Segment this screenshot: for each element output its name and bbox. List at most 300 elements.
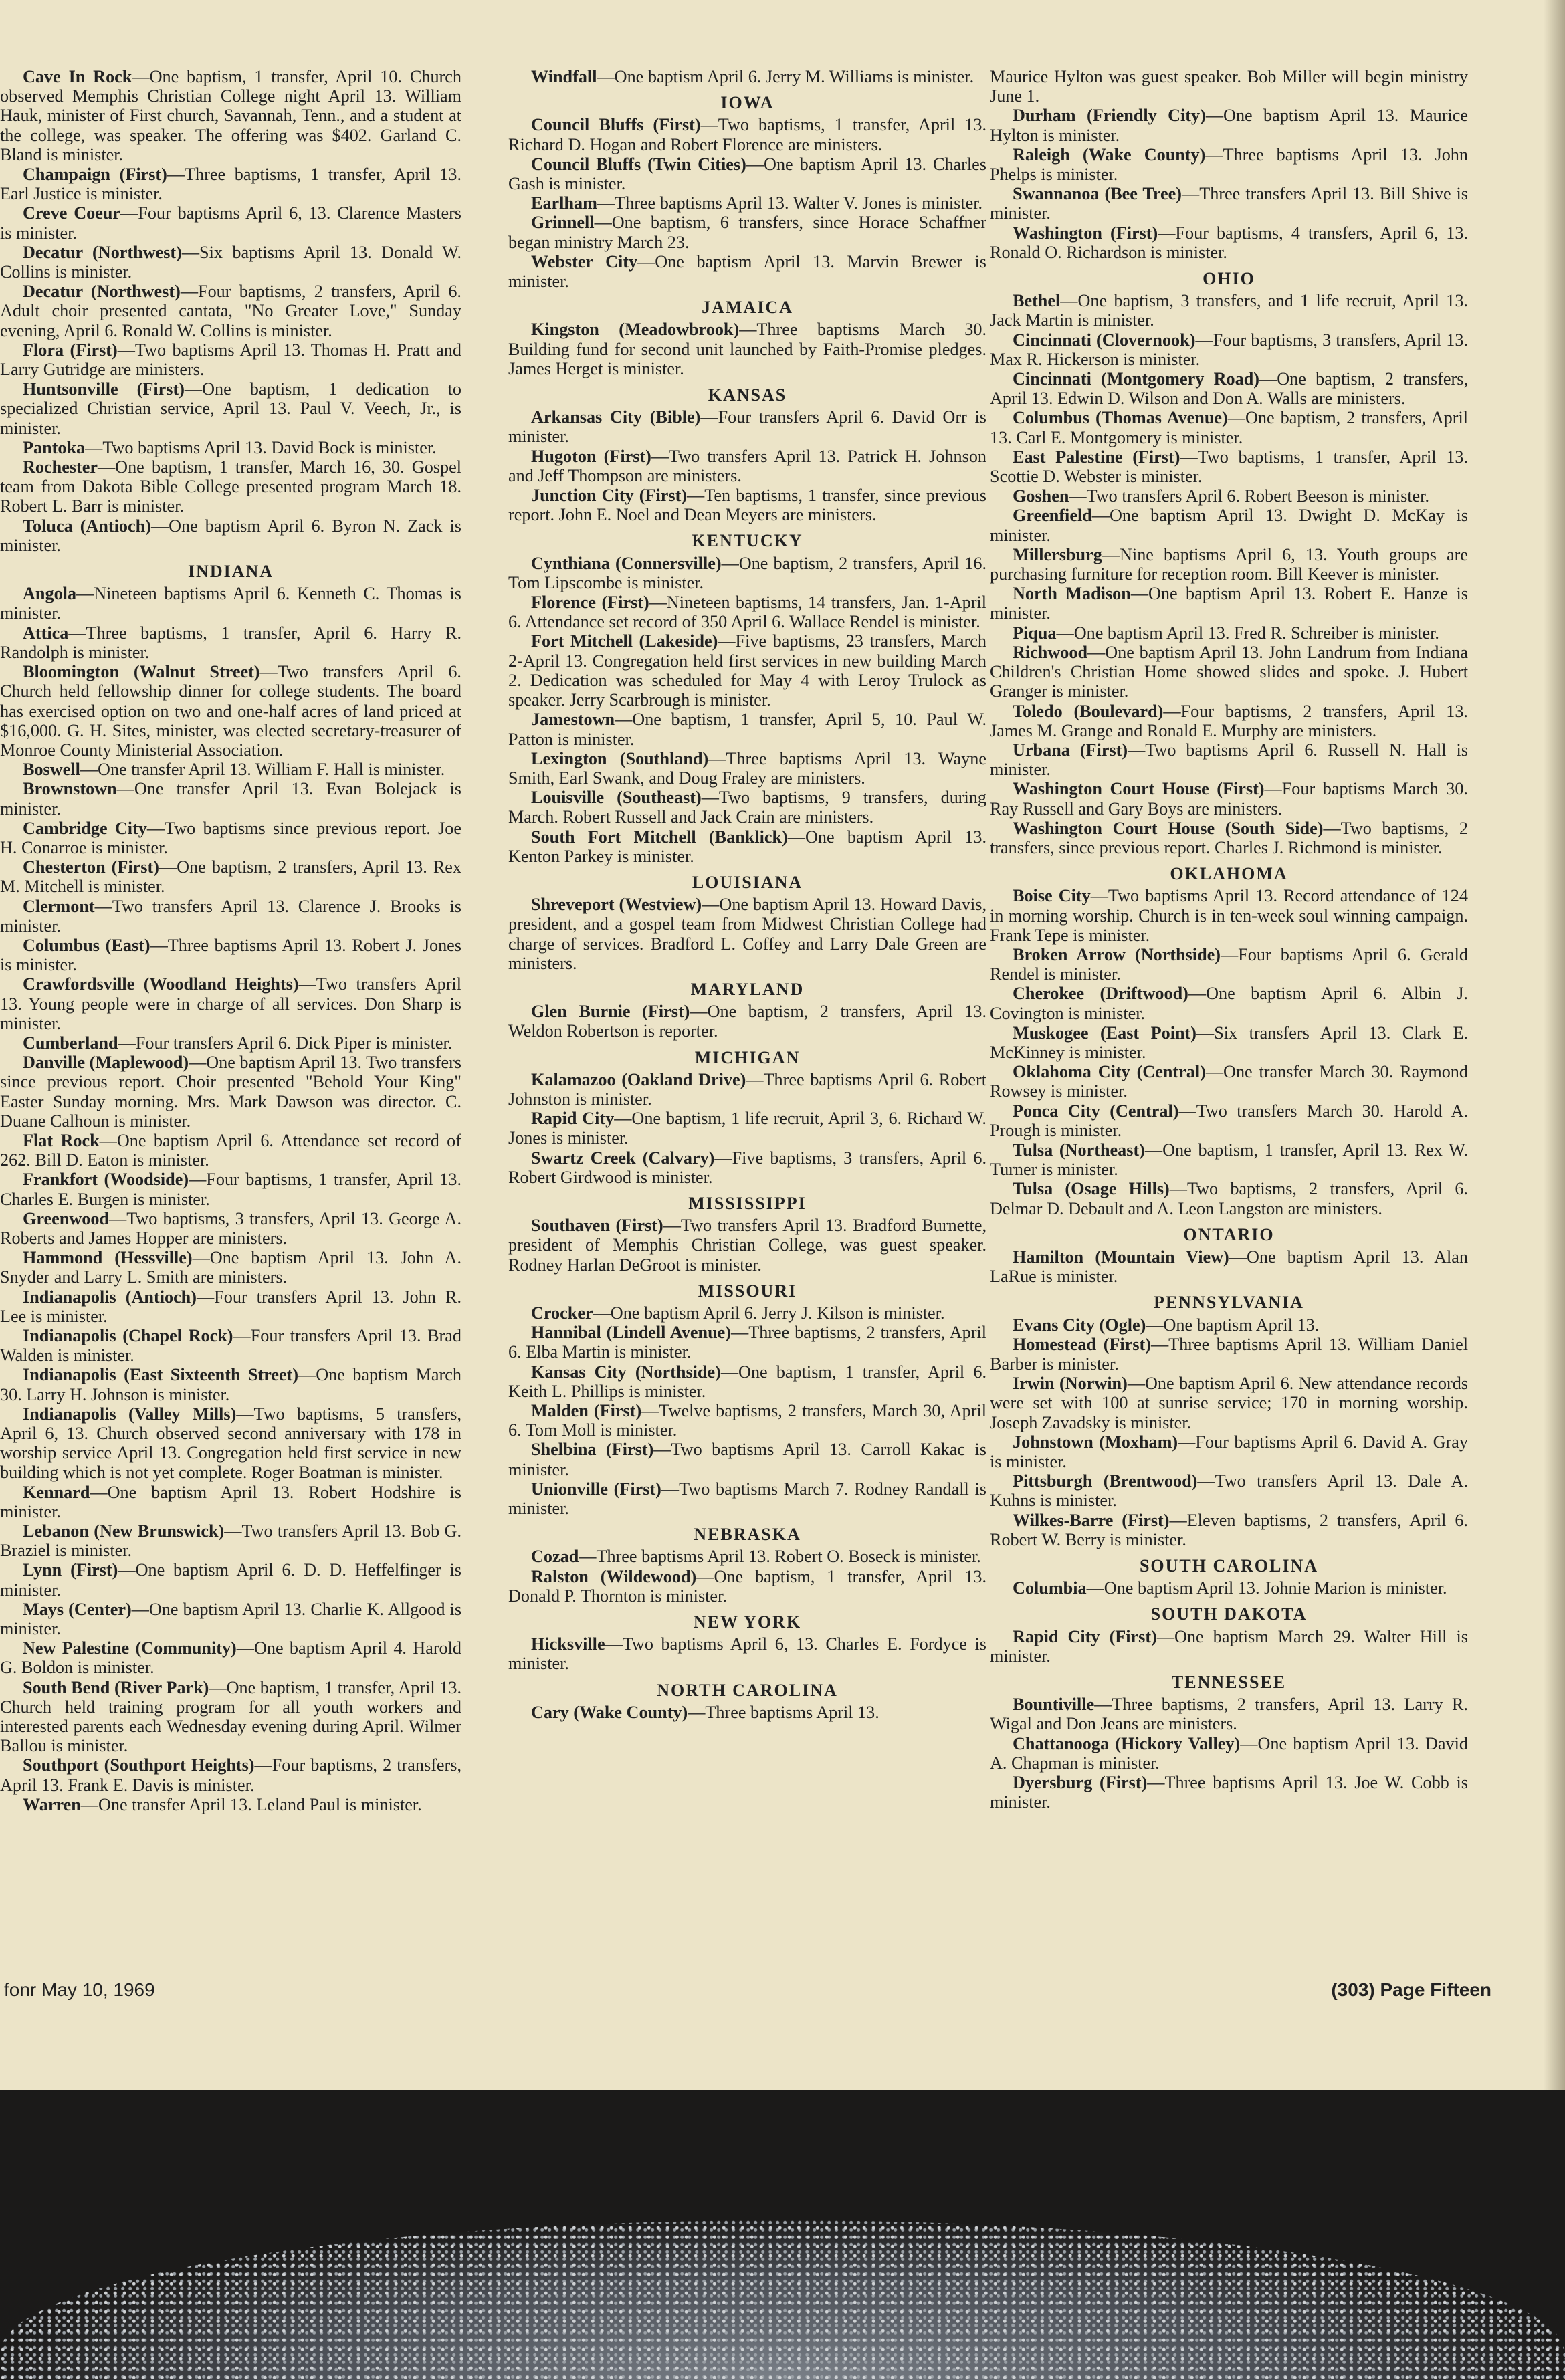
church-report — [0, 243, 461, 282]
church-name: Champaign (First) — [23, 165, 167, 185]
church-name: Swartz Creek (Calvary) — [531, 1148, 715, 1168]
church-report — [508, 447, 986, 485]
church-report — [0, 1795, 461, 1814]
church-report — [990, 1335, 1468, 1374]
report-text: —Three baptisms April 13. Robert J. Jones is minister. — [0, 935, 461, 975]
church-name: Indianapolis (East Sixteenth Street) — [23, 1365, 299, 1385]
church-name: Johnstown (Moxham) — [1013, 1432, 1178, 1452]
church-report — [508, 213, 986, 251]
church-report — [0, 379, 461, 438]
church-report — [990, 506, 1468, 544]
report-text: —One transfer March 30. Raymond Rowsey is minister. — [990, 1062, 1468, 1101]
church-name: Swannanoa (Bee Tree) — [1013, 184, 1182, 204]
report-text: —Four baptisms, 2 transfers, April 13. James M. Grange and Ronald E. Murphy are ministers. — [990, 701, 1468, 740]
church-name: Tulsa (Osage Hills) — [1013, 1179, 1170, 1199]
church-report — [508, 1323, 986, 1362]
church-report — [0, 1404, 461, 1483]
church-report — [508, 1703, 986, 1722]
church-report — [0, 857, 461, 896]
state-heading: TENNESSEE — [1171, 1672, 1287, 1693]
report-text: —One transfer April 13. William F. Hall is minister. — [80, 760, 445, 780]
church-report — [0, 1033, 461, 1053]
church-name: Raleigh (Wake County) — [1013, 144, 1206, 165]
state-heading: LOUISIANA — [692, 872, 803, 892]
church-name: Huntsonville (First) — [23, 379, 185, 399]
church-report — [990, 1247, 1468, 1286]
church-report — [508, 1109, 986, 1148]
church-report — [508, 67, 986, 86]
church-report — [990, 1179, 1468, 1218]
report-text: —Two baptisms April 13. Carroll Kakac is minister. — [508, 1440, 986, 1479]
church-name: Dyersburg (First) — [1013, 1773, 1148, 1793]
church-name: Kingston (Meadowbrook) — [531, 320, 740, 340]
church-name: Lebanon (New Brunswick) — [23, 1521, 225, 1541]
church-report — [990, 184, 1468, 223]
church-name: Washington (First) — [1013, 223, 1158, 243]
church-name: Greenwood — [23, 1208, 109, 1228]
report-text: —One baptism April 6. Jerry J. Kilson is minister. — [593, 1303, 945, 1323]
church-name: Bloomington (Walnut Street) — [23, 662, 260, 682]
church-name: Glen Burnie (First) — [531, 1002, 690, 1022]
report-text: —Two transfers April 13. Patrick H. Johnson and Jeff Thompson are ministers. — [508, 446, 987, 485]
church-report — [990, 1315, 1468, 1335]
church-report — [508, 895, 986, 973]
state-heading: SOUTH DAKOTA — [1150, 1604, 1308, 1624]
report-text: —Two baptisms March 7. Rodney Randall is minister. — [508, 1479, 986, 1519]
report-text: —One baptism April 13. Charles Gash is minister. — [508, 154, 986, 194]
report-text: —One baptism April 13. David A. Chapman is minister. — [990, 1733, 1468, 1773]
church-report — [508, 1070, 986, 1109]
church-name: Durham (Friendly City) — [1013, 106, 1206, 126]
report-text: —Two transfers April 13. Bradford Burnette, president of Memphis Christian College, was guest speaker. Rodney Harlan DeGroot is minister. — [508, 1216, 986, 1275]
page-number: (303) Page Fifteen — [1331, 1979, 1491, 2000]
church-name: Millersburg — [1013, 544, 1102, 564]
report-text: —Three baptisms April 13. John Phelps is minister. — [990, 144, 1468, 185]
report-text: —Two baptisms, 5 transfers, April 6, 13. Church observed second anniversary with 178 in worship service April 13. Congregation held first service in new building which is not yet complete. Roger Boatman is minister. — [0, 1404, 461, 1483]
report-text: —Four baptisms, 3 transfers, April 13. Max R. Hickerson is minister. — [990, 330, 1468, 369]
church-name: Boswell — [23, 760, 80, 780]
report-text: —Six baptisms April 13. Donald W. Collins is minister. — [0, 242, 461, 282]
report-text: —Two transfers April 13. Dale A. Kuhns is minister. — [990, 1471, 1468, 1511]
church-name: Clermont — [23, 896, 95, 916]
church-report — [990, 1432, 1468, 1471]
church-report — [990, 584, 1468, 623]
report-text: —One baptism April 13. Howard Davis, president, and a gospel team from Midwest Christian College had charge of services. Bradford L. Coffey and Larry Dale Green are ministers. — [508, 895, 986, 973]
church-name: Hammond (Hessville) — [23, 1248, 193, 1268]
report-text: —Five baptisms, 3 transfers, April 6. Robert Girdwood is minister. — [508, 1148, 986, 1187]
church-name: Richwood — [1013, 642, 1088, 662]
church-report — [990, 1140, 1468, 1179]
report-text: —One baptism April 13. Alan LaRue is minister. — [990, 1247, 1468, 1287]
church-report — [990, 545, 1468, 584]
report-text: —Twelve baptisms, 2 transfers, March 30, April 6. Tom Moll is minister. — [508, 1401, 986, 1440]
church-name: Louisville (Southeast) — [531, 788, 702, 808]
background-fabric — [0, 2220, 1565, 2380]
church-name: Decatur (Northwest) — [23, 242, 182, 262]
report-text: —One baptism, 2 transfers, April 13. Edwin D. Wilson and Don A. Walls are ministers. — [990, 369, 1468, 409]
report-text: —Three baptisms, 1 transfer, April 13. Earl Justice is minister. — [0, 165, 461, 204]
report-text: —One baptism April 13. Two transfers since previous report. Choir presented "Behold Your King" Easter Sunday morning. Mrs. Mark Dawson was director. C. Duane Calhoun is minister. — [0, 1053, 462, 1131]
church-report — [0, 1209, 461, 1248]
column-right — [990, 67, 1468, 1812]
report-text: —Two baptisms April 13. David Bock is minister. — [85, 437, 437, 457]
column-middle — [508, 67, 986, 1722]
church-report — [0, 1521, 461, 1560]
church-name: Bethel — [1013, 291, 1061, 311]
church-name: Rapid City — [531, 1109, 615, 1129]
church-name: Crawfordsville (Woodland Heights) — [23, 974, 299, 994]
church-report — [990, 1101, 1468, 1140]
church-report — [0, 165, 461, 203]
church-report — [0, 67, 461, 165]
report-text: —Two baptisms, 1 transfer, April 13. Scottie D. Webster is minister. — [990, 447, 1468, 487]
report-text: —Two baptisms, 2 transfers, April 6. Delmar D. Debault and A. Leon Langston are ministers. — [990, 1179, 1468, 1218]
church-name: Rochester — [23, 457, 98, 477]
state-heading: MISSOURI — [698, 1281, 797, 1301]
church-name: Hugoton (First) — [531, 446, 651, 466]
church-name: Brownstown — [23, 779, 117, 799]
report-text: —One baptism, 1 transfer, April 13. Donald P. Thornton is minister. — [508, 1566, 986, 1606]
report-text: —Two transfers April 6. Church held fellowship dinner for college students. The board has exercised option on two and one-half acres of land priced at $16,000. G. H. Sites, minister, was elected secretary-treasurer of Monroe County Ministerial Association. — [0, 662, 461, 760]
church-report — [990, 1773, 1468, 1812]
report-text: —Two baptisms April 13. Thomas H. Pratt and Larry Gutridge are ministers. — [0, 340, 461, 380]
report-text: —Three baptisms April 13. Joe W. Cobb is minister. — [990, 1773, 1468, 1812]
report-text: —One transfer April 13. Leland Paul is minister. — [80, 1794, 422, 1814]
report-text: —One baptism, 2 transfers, April 13. Weldon Robertson is reporter. — [508, 1002, 987, 1041]
church-report — [990, 1627, 1468, 1666]
report-text: —One baptism, 1 transfer, April 6. Keith L. Phillips is minister. — [508, 1362, 987, 1401]
church-report — [0, 1170, 461, 1208]
church-report — [0, 1755, 461, 1794]
report-text: —Five baptisms, 23 transfers, March 2-April 13. Congregation held first services in new building March 2. Dedication was scheduled for May 4 with Leroy Trulock as speaker. Jerry Scarbrough is minister. — [508, 631, 986, 710]
church-report — [0, 1678, 461, 1756]
church-name: Indianapolis (Antioch) — [23, 1287, 197, 1307]
church-report — [0, 662, 461, 760]
report-text: —Four baptisms, 2 transfers, April 6. Adult choir presented cantata, "No Greater Love," Sunday evening, April 6. Ronald W. Collins is minister. — [0, 282, 461, 340]
church-name: Angola — [23, 584, 77, 604]
report-continuation: Maurice Hylton was guest speaker. Bob Miller will begin ministry June 1. — [990, 67, 1468, 106]
church-report — [0, 760, 461, 779]
report-text: —One baptism, 1 dedication to specialized Christian service, April 13. Paul V. Veech, Jr., is minister. — [0, 379, 461, 438]
church-name: Pantoka — [23, 437, 86, 457]
church-report — [990, 1023, 1468, 1062]
church-report — [990, 1578, 1468, 1598]
report-text: —Nineteen baptisms, 14 transfers, Jan. 1-April 6. Attendance set record of 350 April 6. Wallace Rendel is minister. — [508, 592, 987, 632]
church-report — [508, 193, 986, 213]
church-report — [508, 485, 986, 524]
church-report — [508, 827, 986, 866]
church-name: Wilkes-Barre (First) — [1013, 1510, 1170, 1530]
church-report — [508, 115, 986, 154]
report-text: —Two baptisms, 2 transfers, since previous report. Charles J. Richmond is minister. — [990, 818, 1468, 857]
state-heading: NORTH CAROLINA — [657, 1680, 838, 1700]
church-report — [0, 584, 461, 623]
church-report — [0, 1600, 461, 1638]
church-name: Hamilton (Mountain View) — [1013, 1247, 1229, 1267]
church-name: Lynn (First) — [23, 1560, 118, 1580]
church-name: Cambridge City — [23, 818, 147, 838]
report-text: —One baptism April 13. Robert E. Hanze is minister. — [990, 584, 1468, 623]
report-text: —One baptism, 1 transfer, March 16, 30. Gospel team from Dakota Bible College presented program March 18. Robert L. Barr is minister. — [0, 457, 461, 516]
church-name: East Palestine (First) — [1013, 447, 1180, 467]
report-text: —Two transfers April 6. Robert Beeson is minister. — [1069, 486, 1429, 506]
report-text: —One baptism April 13. — [1146, 1315, 1320, 1335]
report-text: —One baptism March 29. Walter Hill is minister. — [990, 1626, 1468, 1666]
report-text: —Eleven baptisms, 2 transfers, April 6. Robert W. Berry is minister. — [990, 1510, 1469, 1549]
report-text: —Two baptisms April 13. Record attendance of 124 in morning worship. Church is in ten-week soul winning campaign. Frank Tepe is minister. — [990, 886, 1468, 945]
report-text: —Three baptisms April 13. William Daniel Barber is minister. — [990, 1334, 1468, 1374]
church-name: Piqua — [1013, 623, 1057, 643]
state-heading: JAMAICA — [702, 298, 793, 318]
church-name: Fort Mitchell (Lakeside) — [531, 631, 718, 651]
church-name: Shelbina (First) — [531, 1440, 654, 1460]
report-text: —One baptism April 6. Jerry M. Williams is minister. — [597, 67, 974, 86]
report-text: —Three baptisms, 1 transfer, April 6. Harry R. Randolph is minister. — [0, 623, 461, 662]
report-text: —One baptism April 13. Robert Hodshire is minister. — [0, 1482, 461, 1521]
church-name: Toluca (Antioch) — [23, 516, 151, 536]
church-name: Columbus (Thomas Avenue) — [1013, 408, 1228, 428]
church-name: Malden (First) — [531, 1401, 642, 1420]
report-text: —Two transfers March 30. Harold A. Prough is minister. — [990, 1101, 1468, 1140]
church-report — [990, 1695, 1468, 1733]
church-name: Flora (First) — [23, 340, 118, 360]
church-report — [508, 749, 986, 788]
state-heading: OKLAHOMA — [1170, 864, 1288, 884]
church-name: Cincinnati (Montgomery Road) — [1013, 369, 1260, 389]
report-text: —One baptism, 2 transfers, April 13. Rex M. Mitchell is minister. — [0, 857, 462, 897]
report-text: —Nineteen baptisms April 6. Kenneth C. Thomas is minister. — [0, 584, 461, 623]
report-text: —One baptism April 4. Harold G. Boldon is minister. — [0, 1638, 461, 1678]
report-text: —One baptism April 13. Dwight D. McKay is minister. — [990, 506, 1468, 545]
church-report — [508, 631, 986, 710]
church-name: Shreveport (Westview) — [531, 895, 702, 915]
page-footer — [0, 1979, 1491, 2006]
church-report — [0, 1287, 461, 1326]
church-name: Cincinnati (Clovernook) — [1013, 330, 1196, 350]
report-text: —One baptism April 6. Byron N. Zack is minister. — [0, 516, 461, 555]
church-report — [990, 369, 1468, 408]
state-heading: OHIO — [1203, 269, 1255, 289]
report-text: —Three baptisms April 13. Robert O. Boseck is minister. — [579, 1547, 981, 1567]
state-heading: MISSISSIPPI — [688, 1193, 807, 1213]
report-text: —Three baptisms April 13. Wayne Smith, Earl Swank, and Doug Fraley are ministers. — [508, 748, 986, 788]
church-name: Kansas City (Northside) — [531, 1362, 721, 1382]
church-report — [0, 974, 461, 1033]
church-report — [0, 1638, 461, 1677]
church-name: Unionville (First) — [531, 1479, 661, 1499]
state-heading: KENTUCKY — [692, 531, 803, 551]
church-name: Florence (First) — [531, 592, 649, 613]
report-text: —One baptism, 1 life recruit, April 3, 6. Richard W. Jones is minister. — [508, 1109, 986, 1148]
report-text: —One baptism April 13. Kenton Parkey is minister. — [508, 827, 987, 866]
state-heading: ONTARIO — [1183, 1224, 1275, 1245]
issue-date: fonr May 10, 1969 — [4, 1979, 155, 2000]
state-heading: NEBRASKA — [694, 1525, 801, 1545]
church-name: Washington Court House (First) — [1013, 779, 1265, 799]
report-text: —One baptism March 30. Larry H. Johnson is minister. — [0, 1365, 461, 1404]
church-report — [508, 320, 986, 378]
church-report — [508, 592, 986, 631]
church-name: Decatur (Northwest) — [23, 282, 181, 302]
church-report — [508, 1216, 986, 1275]
church-name: Grinnell — [531, 213, 595, 233]
report-text: —Nine baptisms April 6, 13. Youth groups are purchasing furniture for reception room. Bill Keever is minister. — [990, 544, 1468, 584]
report-text: —One baptism April 13. John A. Snyder and Larry L. Smith are ministers. — [0, 1248, 461, 1287]
report-text: —Ten baptisms, 1 transfer, since previous report. John E. Noel and Dean Meyers are ministers. — [508, 485, 986, 525]
church-name: Cynthiana (Connersville) — [531, 553, 722, 573]
church-report — [990, 145, 1468, 184]
church-report — [508, 1362, 986, 1401]
church-report — [990, 740, 1468, 779]
church-name: Irwin (Norwin) — [1013, 1374, 1128, 1394]
church-report — [508, 554, 986, 592]
report-text: —Three baptisms April 6. Robert Johnston is minister. — [508, 1069, 986, 1109]
church-report — [0, 819, 461, 857]
church-report — [0, 1248, 461, 1287]
church-report — [990, 643, 1468, 701]
church-name: Lexington (Southland) — [531, 748, 709, 768]
report-text: —One baptism, 1 transfer, April 13. Rex W. Turner is minister. — [990, 1140, 1469, 1180]
church-report — [990, 1062, 1468, 1101]
church-report — [990, 106, 1468, 144]
state-heading: MICHIGAN — [694, 1047, 801, 1067]
church-report — [508, 788, 986, 827]
church-name: Flat Rock — [23, 1130, 100, 1150]
report-text: —Four baptisms April 6. David A. Gray is minister. — [990, 1432, 1468, 1472]
church-report — [508, 252, 986, 291]
report-text: —One baptism April 13. Charlie K. Allgood is minister. — [0, 1599, 462, 1639]
church-report — [508, 407, 986, 446]
report-text: —Three baptisms, 2 transfers, April 13. Larry R. Wigal and Don Jeans are ministers. — [990, 1695, 1468, 1734]
church-report — [0, 1053, 461, 1131]
church-report — [0, 897, 461, 936]
church-name: Windfall — [531, 67, 597, 86]
state-heading: SOUTH CAROLINA — [1139, 1556, 1319, 1576]
church-name: Indianapolis (Valley Mills) — [23, 1404, 237, 1424]
church-name: Junction City (First) — [531, 485, 688, 506]
church-name: Creve Coeur — [23, 203, 121, 223]
report-text: —One baptism April 13. John Landrum from Indiana Children's Christian Home showed slides and spoke. J. Hubert Granger is minister. — [990, 642, 1468, 701]
report-text: —One baptism April 13. Fred R. Schreiber is minister. — [1056, 623, 1439, 643]
church-report — [0, 516, 461, 555]
report-text: —One baptism, 1 transfer, April 5, 10. Paul W. Patton is minister. — [508, 710, 986, 749]
church-report — [508, 1401, 986, 1440]
report-text: —Two transfers April 13. Bob G. Braziel is minister. — [0, 1521, 461, 1561]
state-heading: MARYLAND — [690, 979, 805, 999]
church-name: Attica — [23, 623, 69, 643]
church-name: Ponca City (Central) — [1013, 1101, 1179, 1121]
church-name: Cary (Wake County) — [531, 1702, 688, 1722]
church-report — [990, 779, 1468, 818]
church-report — [508, 154, 986, 193]
church-name: North Madison — [1013, 584, 1131, 604]
church-report — [0, 457, 461, 516]
report-text: —Four transfers April 13. John R. Lee is minister. — [0, 1287, 462, 1326]
state-heading: PENNSYLVANIA — [1154, 1293, 1304, 1313]
church-name: Frankfort (Woodside) — [23, 1170, 189, 1190]
church-report — [508, 1002, 986, 1041]
church-name: Oklahoma City (Central) — [1013, 1062, 1206, 1082]
church-report — [0, 1326, 461, 1365]
church-name: Southport (Southport Heights) — [23, 1755, 255, 1775]
church-name: Mays (Center) — [23, 1599, 132, 1619]
report-text: —Two baptisms, 1 transfer, April 13. Richard D. Hogan and Robert Florence are ministers. — [508, 115, 987, 154]
church-name: Toledo (Boulevard) — [1013, 701, 1164, 721]
church-report — [0, 438, 461, 457]
report-text: —One baptism, 1 transfer, April 10. Church observed Memphis Christian College night April 13. William Hauk, minister of First church, Savannah, Tenn., and a student at the college, was speaker. The offering was $402. Garland C. Bland is minister. — [0, 67, 461, 165]
church-report — [0, 282, 461, 340]
church-report — [0, 623, 461, 662]
church-report — [0, 1560, 461, 1599]
church-name: Crocker — [531, 1303, 593, 1323]
church-name: Columbia — [1013, 1578, 1087, 1598]
church-name: Earlham — [531, 193, 597, 213]
church-name: New Palestine (Community) — [23, 1638, 237, 1658]
church-name: Council Bluffs (First) — [531, 115, 701, 135]
church-name: Danville (Maplewood) — [23, 1053, 189, 1073]
report-text: —Three transfers April 13. Bill Shive is minister. — [990, 184, 1468, 223]
church-report — [990, 330, 1468, 369]
church-report — [508, 1634, 986, 1673]
church-name: Rapid City (First) — [1013, 1626, 1157, 1646]
church-name: Warren — [23, 1794, 81, 1814]
state-heading: IOWA — [720, 93, 774, 113]
church-name: South Fort Mitchell (Banklick) — [531, 827, 788, 847]
state-heading: KANSAS — [708, 385, 787, 405]
church-name: Kalamazoo (Oakland Drive) — [531, 1069, 746, 1089]
church-name: Evans City (Ogle) — [1013, 1315, 1146, 1335]
church-name: Broken Arrow (Northside) — [1013, 944, 1221, 964]
church-name: Webster City — [531, 251, 638, 272]
church-report — [0, 203, 461, 242]
church-name: Greenfield — [1013, 506, 1092, 526]
church-report — [990, 486, 1468, 506]
church-report — [990, 623, 1468, 643]
church-report — [990, 291, 1468, 330]
church-name: Homestead (First) — [1013, 1334, 1151, 1354]
church-report — [0, 1131, 461, 1170]
church-report — [508, 710, 986, 748]
report-text: —Three baptisms April 13. Walter V. Jones is minister. — [597, 193, 983, 213]
report-text: —Four transfers April 13. Brad Walden is minister. — [0, 1326, 461, 1366]
church-name: Chesterton (First) — [23, 857, 159, 877]
church-name: Council Bluffs (Twin Cities) — [531, 154, 746, 174]
church-report — [990, 1374, 1468, 1432]
report-text: —Four transfers April 6. David Orr is minister. — [508, 407, 986, 447]
report-text: —Two baptisms since previous report. Joe H. Conarroe is minister. — [0, 818, 461, 857]
church-name: Columbus (East) — [23, 935, 150, 955]
report-text: —Two transfers April 13. Young people were in charge of all services. Don Sharp is minister. — [0, 974, 461, 1033]
church-name: Cave In Rock — [23, 67, 132, 86]
report-text: —Three baptisms April 13. — [688, 1702, 879, 1722]
report-text: —One baptism April 13. Marvin Brewer is minister. — [508, 251, 986, 292]
church-name: Southaven (First) — [531, 1216, 663, 1236]
church-report — [990, 1511, 1468, 1549]
report-text: —Four baptisms, 4 transfers, April 6, 13. Ronald O. Richardson is minister. — [990, 223, 1468, 262]
report-text: —Two baptisms April 6, 13. Charles E. Fordyce is minister. — [508, 1634, 986, 1674]
church-report — [990, 886, 1468, 945]
report-text: —One baptism, 6 transfers, since Horace Schaffner began ministry March 23. — [508, 213, 986, 252]
church-report — [990, 701, 1468, 740]
report-text: —One baptism, 2 transfers, April 13. Carl E. Montgomery is minister. — [990, 408, 1468, 447]
report-text: —Four baptisms, 1 transfer, April 13. Charles E. Burgen is minister. — [0, 1170, 462, 1209]
report-text: —One baptism, 2 transfers, April 16. Tom Lipscombe is minister. — [508, 553, 986, 592]
church-name: Hannibal (Lindell Avenue) — [531, 1323, 732, 1343]
report-text: —One baptism April 6. Albin J. Covington is minister. — [990, 984, 1469, 1023]
church-report — [508, 1479, 986, 1518]
church-report — [508, 1440, 986, 1479]
church-report — [508, 1547, 986, 1566]
